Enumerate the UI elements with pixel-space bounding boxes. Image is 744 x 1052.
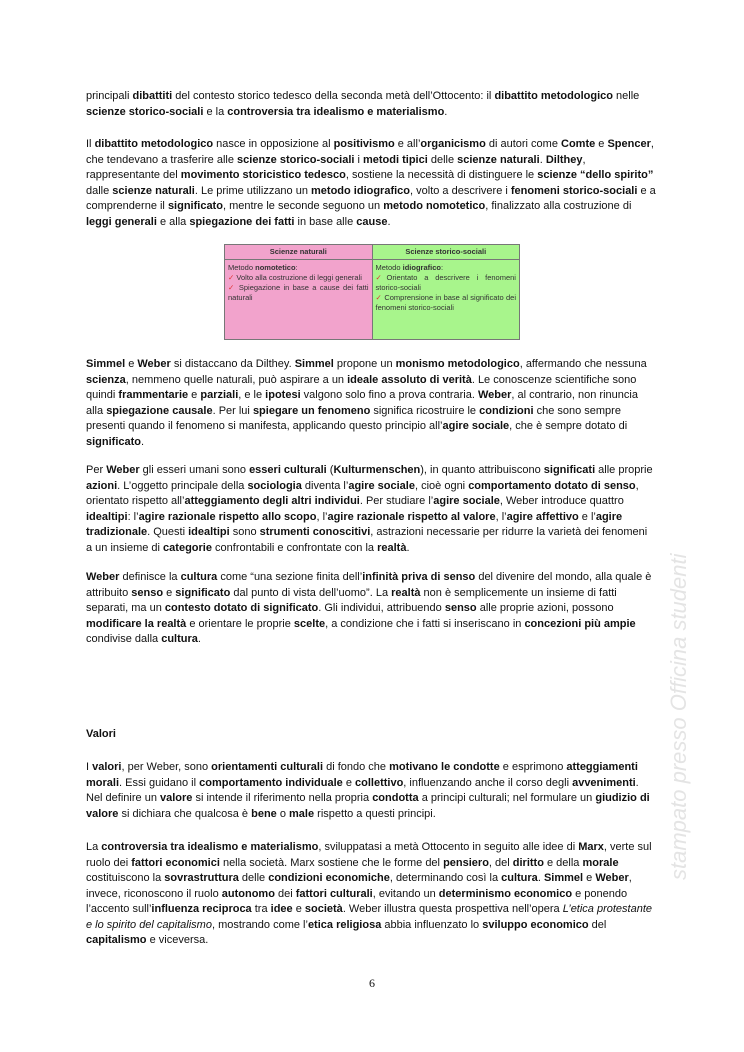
text-run: di autori come xyxy=(485,138,561,150)
text-run: , finalizzato alla costruzione di xyxy=(485,200,632,212)
paragraph-controversia xyxy=(86,840,656,949)
text-run: . Gli individui, attribuendo xyxy=(318,602,445,614)
bold-term: dibattito metodologico xyxy=(494,90,613,102)
cell-item: Spiegazione in base a cause dei fatti naturali xyxy=(228,283,369,302)
text-run: delle xyxy=(238,872,269,884)
text-run: . Nel definire un xyxy=(86,776,639,804)
bold-term: società xyxy=(304,903,343,915)
text-run: , che è sempre dotato di xyxy=(509,420,628,432)
text-run: valgono solo fino a prova contraria. xyxy=(300,389,478,401)
bold-term: Weber xyxy=(86,571,120,583)
text-run: condivise dalla xyxy=(86,633,162,645)
text-run: definisce la xyxy=(119,571,181,583)
bold-term: scienze naturali xyxy=(112,184,195,197)
bold-term: fattori culturali xyxy=(295,887,373,900)
text-run: , invece, riconoscono il ruolo xyxy=(86,872,632,900)
bold-term: cultura xyxy=(161,633,198,645)
bold-term: scienze “dello spirito” xyxy=(537,169,654,181)
comparison-table xyxy=(224,244,520,340)
bold-term: sovrastruttura xyxy=(164,872,239,884)
table-cell xyxy=(373,260,520,316)
text-run: , influenzando anche il corso degli xyxy=(403,776,573,789)
text-run: : l’ xyxy=(127,510,139,523)
text-run: . xyxy=(444,105,448,118)
bold-term: significati xyxy=(543,464,596,476)
bold-term: determinismo economico xyxy=(438,887,573,900)
text-run: di fondo che xyxy=(323,761,390,773)
bold-term: motivano le condotte xyxy=(389,761,500,773)
cell-method: nomotetico xyxy=(255,263,296,272)
bold-term: agire sociale xyxy=(348,479,415,492)
text-run: . Weber illustra questa prospettiva nell’opera xyxy=(342,903,563,915)
text-run: e viceversa. xyxy=(146,934,209,946)
bold-term: azioni xyxy=(86,479,118,492)
bold-term: infinità priva di senso xyxy=(362,571,476,583)
text-run: e xyxy=(292,903,305,915)
bold-term: idealtipi xyxy=(188,526,230,538)
bold-term: atteggiamento degli altri individui xyxy=(184,495,360,507)
text-run: . xyxy=(197,633,201,645)
column-scienze-naturali xyxy=(225,245,372,339)
table-cell xyxy=(225,260,372,306)
text-run: . xyxy=(539,153,546,166)
text-run: e esprimono xyxy=(499,761,567,773)
bold-term: condizioni xyxy=(479,404,534,417)
bold-term: categorie xyxy=(163,541,212,554)
cell-text: Metodo xyxy=(375,263,403,272)
text-run: e all’ xyxy=(394,138,421,150)
bold-term: sociologia xyxy=(247,479,302,492)
bold-term: collettivo xyxy=(355,776,404,789)
text-run: in base alle xyxy=(294,215,357,228)
bold-term: controversia tra idealismo e materialismo xyxy=(101,841,319,853)
bold-term: modificare la realtà xyxy=(86,617,187,630)
text-run: . xyxy=(387,215,391,228)
text-run: , a condizione che i fatti si inseriscano in xyxy=(325,617,525,630)
text-run: tra xyxy=(251,903,271,915)
bold-term: orientamenti culturali xyxy=(211,761,324,773)
text-run: , affermando che nessuna xyxy=(519,358,647,370)
bold-term: organicismo xyxy=(420,138,486,150)
cell-item: Volto alla costruzione di leggi generali xyxy=(236,273,362,282)
text-run: , sostiene la necessità di distinguere le xyxy=(345,169,538,181)
bold-term: esseri culturali xyxy=(249,464,327,476)
bold-term: scienze storico-sociali xyxy=(237,153,355,166)
paragraph-dibattito-metodologico xyxy=(86,137,656,230)
bold-term: significato xyxy=(167,200,223,212)
text-run: . L’oggetto principale della xyxy=(117,479,248,492)
text-run: o xyxy=(276,807,290,820)
text-run: I xyxy=(86,761,93,773)
text-run: , sviluppatasi a metà Ottocento in seguito alle idee di xyxy=(318,841,579,853)
text-run: ( xyxy=(326,464,334,476)
text-run: , rappresentante del xyxy=(86,153,586,181)
cell-text: : xyxy=(295,263,298,272)
bold-term: idealtipi xyxy=(86,510,128,523)
text-run: e xyxy=(342,776,355,789)
text-run: che sono sempre presenti quando il fenomeno si manifesta, applicando questo principio all’ xyxy=(86,404,621,432)
section-heading: Valori xyxy=(86,728,116,740)
text-run: , e le xyxy=(238,389,266,401)
bold-term: etica religiosa xyxy=(307,918,382,931)
text-run: , al contrario, non rinuncia alla xyxy=(86,389,638,417)
bold-term: fenomeni storico-sociali xyxy=(510,184,638,197)
text-run: delle xyxy=(427,153,458,166)
text-run: . xyxy=(406,541,410,554)
text-run: . xyxy=(537,872,544,884)
bold-term: Weber xyxy=(477,389,512,401)
bold-term: agire affettivo xyxy=(506,510,579,523)
bold-term: Simmel xyxy=(86,358,126,370)
check-icon: ✓ xyxy=(228,283,236,292)
text-run: , che tendevano a trasferire alle xyxy=(86,138,654,166)
text-run: e ponendo l’accento sull’ xyxy=(86,887,628,915)
bold-term: avvenimenti xyxy=(572,776,636,789)
text-run: diventa l’ xyxy=(301,479,349,492)
column-scienze-storico-sociali xyxy=(372,245,520,339)
watermark: stampato presso Officina studenti xyxy=(666,553,691,880)
bold-term: scienze storico-sociali xyxy=(86,105,204,118)
bold-term: capitalismo xyxy=(86,934,147,946)
text-run: confrontabili e confrontate con la xyxy=(211,541,378,554)
text-run: alle proprie xyxy=(595,464,653,476)
bold-term: condizioni economiche xyxy=(268,872,390,884)
text-run: gli esseri umani sono xyxy=(139,464,250,476)
text-run: e xyxy=(163,586,176,599)
text-run: , nemmeno quelle naturali, può aspirare a un xyxy=(125,373,348,386)
bold-term: spiegazione dei fatti xyxy=(189,215,295,228)
bold-term: cultura xyxy=(180,571,218,583)
text-run: dalle xyxy=(86,184,113,197)
paragraph-valori xyxy=(86,760,656,822)
check-icon: ✓ xyxy=(228,273,235,282)
paragraph-intro xyxy=(86,89,656,120)
text-run: e a comprenderne il xyxy=(86,184,656,212)
text-run: principali xyxy=(86,90,133,102)
bold-term: sviluppo economico xyxy=(482,918,589,931)
text-run: , cioè ogni xyxy=(414,479,469,492)
bold-term: monismo metodologico xyxy=(395,358,520,370)
text-run: , per Weber, sono xyxy=(121,761,212,773)
bold-term: agire razionale rispetto al valore xyxy=(327,510,496,523)
text-run: La xyxy=(86,841,102,853)
bold-term: metodo idiografico xyxy=(311,184,411,197)
bold-term: senso xyxy=(131,586,164,599)
bold-term: contesto dotato di significato xyxy=(164,602,319,614)
bold-term: concezioni più ampie xyxy=(524,617,636,630)
cell-text: : xyxy=(440,263,444,272)
bold-term: Comte xyxy=(561,138,596,150)
bold-term: autonomo xyxy=(221,887,275,900)
cell-text: Metodo xyxy=(228,263,256,272)
text-run: , l’ xyxy=(495,510,507,523)
bold-term: significato xyxy=(175,586,231,599)
bold-term: dibattiti xyxy=(132,90,173,102)
bold-term: Marx xyxy=(578,841,604,853)
bold-term: Simmel xyxy=(543,872,584,884)
text-run: , evitando un xyxy=(372,887,439,900)
bold-term: dibattito metodologico xyxy=(94,138,214,150)
bold-term: metodi tipici xyxy=(363,153,428,166)
text-run: Il xyxy=(86,138,95,150)
bold-term: realtà xyxy=(391,586,421,599)
text-run: , Weber introduce quattro xyxy=(499,495,624,507)
bold-term: realtà xyxy=(377,541,407,554)
text-run: , orientato rispetto all’ xyxy=(86,479,639,507)
bold-term: giudizio di valore xyxy=(86,792,650,820)
text-run: si intende il riferimento nella propria xyxy=(192,792,373,804)
cell-item: Comprensione in base al significato dei fenomeni storico-sociali xyxy=(375,293,516,312)
text-run: si distaccano da Dilthey. xyxy=(170,358,295,370)
text-run: abbia influenzato lo xyxy=(381,918,483,931)
bold-term: controversia tra idealismo e materialismo xyxy=(227,105,445,118)
text-run: nelle xyxy=(612,90,640,102)
paragraph-cultura xyxy=(86,570,656,648)
text-run: , del xyxy=(488,856,513,869)
text-run: e xyxy=(188,389,201,401)
text-run: , mentre le seconde seguono un xyxy=(222,200,384,212)
bold-term: comportamento individuale xyxy=(199,776,343,789)
text-run: dal punto di vista dell’uomo”. La xyxy=(230,586,392,599)
text-run: e la xyxy=(203,105,228,118)
bold-term: pensiero xyxy=(443,856,489,869)
bold-term: Spencer xyxy=(607,138,651,150)
text-run: , verte sul ruolo dei xyxy=(86,841,652,869)
bold-term: metodo nomotetico xyxy=(383,200,486,212)
text-run: e della xyxy=(543,856,583,869)
text-run: . Le conoscenze scientifiche sono quindi xyxy=(86,373,637,401)
bold-term: atteggiamenti morali xyxy=(86,761,638,789)
bold-term: agire razionale rispetto allo scopo xyxy=(138,510,317,523)
bold-term: leggi generali xyxy=(86,215,157,228)
text-run: . Per studiare l’ xyxy=(359,495,434,507)
text-run: del xyxy=(588,918,607,931)
page-number: 6 xyxy=(369,976,375,990)
bold-term: Weber xyxy=(137,358,171,370)
text-run: alle proprie azioni, possono xyxy=(476,602,614,614)
bold-term: condotta xyxy=(372,792,419,804)
bold-term: significato xyxy=(86,435,142,448)
text-run: rispetto a questi principi. xyxy=(314,807,436,820)
text-run: , determinando così la xyxy=(389,872,502,884)
text-run: come “una sezione finita dell’ xyxy=(217,571,363,583)
bold-term: male xyxy=(289,807,315,820)
text-run: . Questi xyxy=(147,526,189,538)
bold-term: diritto xyxy=(512,856,544,869)
bold-term: Weber xyxy=(595,872,629,884)
text-run: , volto a descrivere i xyxy=(410,184,511,197)
text-run: del contesto storico tedesco della seconda metà dell’Ottocento: il xyxy=(172,90,495,102)
text-run: del divenire del mondo, alla quale è attribuito xyxy=(86,571,652,599)
bold-term: agire sociale xyxy=(433,495,500,507)
text-run: i xyxy=(354,153,363,166)
bold-term: cause xyxy=(356,215,388,228)
bold-term: Kulturmenschen xyxy=(333,464,421,476)
bold-term: parziali xyxy=(200,389,239,401)
bold-term: Weber xyxy=(106,464,140,476)
text-run: e alla xyxy=(156,215,190,228)
text-run: significa ricostruire le xyxy=(370,404,480,417)
bold-term: movimento storicistico tedesco xyxy=(180,169,346,181)
text-run: non è semplicemente un insieme di fatti separati, ma un xyxy=(86,586,617,614)
bold-term: cultura xyxy=(501,872,538,884)
cell-item: Orientato a descrivere i fenomeni storico-sociali xyxy=(375,273,516,292)
text-run: propone un xyxy=(333,358,396,370)
table-header: Scienze storico-sociali xyxy=(373,245,520,260)
text-run: nasce in opposizione al xyxy=(213,138,334,150)
text-run: , mostrando come l’ xyxy=(211,918,308,931)
text-run: ), in quanto attribuiscono xyxy=(420,464,544,476)
bold-term: Simmel xyxy=(294,358,334,370)
bold-term: bene xyxy=(251,807,277,820)
text-run: Per xyxy=(86,464,107,476)
text-run: , astrazioni necessarie per ridurre la varietà dei fenomeni a un insieme di xyxy=(86,526,648,554)
bold-term: valore xyxy=(160,792,193,804)
text-run: . Per lui xyxy=(212,404,253,417)
bold-term: strumenti conoscitivi xyxy=(259,526,371,538)
bold-term: influenza reciproca xyxy=(151,903,252,915)
bold-term: comportamento dotato di senso xyxy=(468,479,636,492)
bold-term: agire tradizionale xyxy=(86,510,623,538)
bold-term: senso xyxy=(444,602,477,614)
text-run: nella società. Marx sostiene che le forme del xyxy=(219,856,444,869)
bold-term: ideale assoluto di verità xyxy=(347,373,472,386)
text-run: e xyxy=(125,358,138,370)
text-run: . xyxy=(141,435,145,448)
bold-term: valori xyxy=(92,761,122,773)
italic-title: L’etica protestante e lo spirito del capitalismo xyxy=(86,903,653,931)
bold-term: spiegare un fenomeno xyxy=(252,404,371,417)
text-run: e l’ xyxy=(578,510,596,523)
text-run: e xyxy=(583,872,596,884)
bold-term: scienze naturali xyxy=(457,153,540,166)
text-run: . Le prime utilizzano un xyxy=(194,184,312,197)
text-run: costituiscono la xyxy=(86,872,165,884)
text-run: e orientare le proprie xyxy=(186,617,294,630)
bold-term: idee xyxy=(270,903,293,915)
text-run: si dichiara che qualcosa è xyxy=(118,807,252,820)
bold-term: frammentarie xyxy=(118,389,189,401)
bold-term: ipotesi xyxy=(265,389,301,401)
table-header: Scienze naturali xyxy=(225,245,372,260)
bold-term: spiegazione causale xyxy=(106,404,213,417)
cell-method: idiografico xyxy=(402,263,441,272)
bold-term: agire sociale xyxy=(442,420,510,432)
bold-term: scelte xyxy=(293,617,326,630)
paragraph-esseri-culturali xyxy=(86,463,656,556)
text-run: , l’ xyxy=(316,510,328,523)
text-run: dei xyxy=(274,887,296,900)
text-run: . Essi guidano il xyxy=(119,776,200,789)
check-icon: ✓ xyxy=(375,293,383,302)
bold-term: fattori economici xyxy=(131,856,220,869)
paragraph-simmel-weber xyxy=(86,357,656,450)
text-run: e xyxy=(595,138,608,150)
check-icon: ✓ xyxy=(375,273,387,282)
bold-term: Dilthey xyxy=(545,153,583,166)
bold-term: positivismo xyxy=(333,138,395,150)
bold-term: morale xyxy=(582,856,619,869)
text-run: sono xyxy=(229,526,260,538)
text-run: a principi culturali; nel formulare un xyxy=(418,792,596,804)
bold-term: scienza xyxy=(86,373,126,386)
